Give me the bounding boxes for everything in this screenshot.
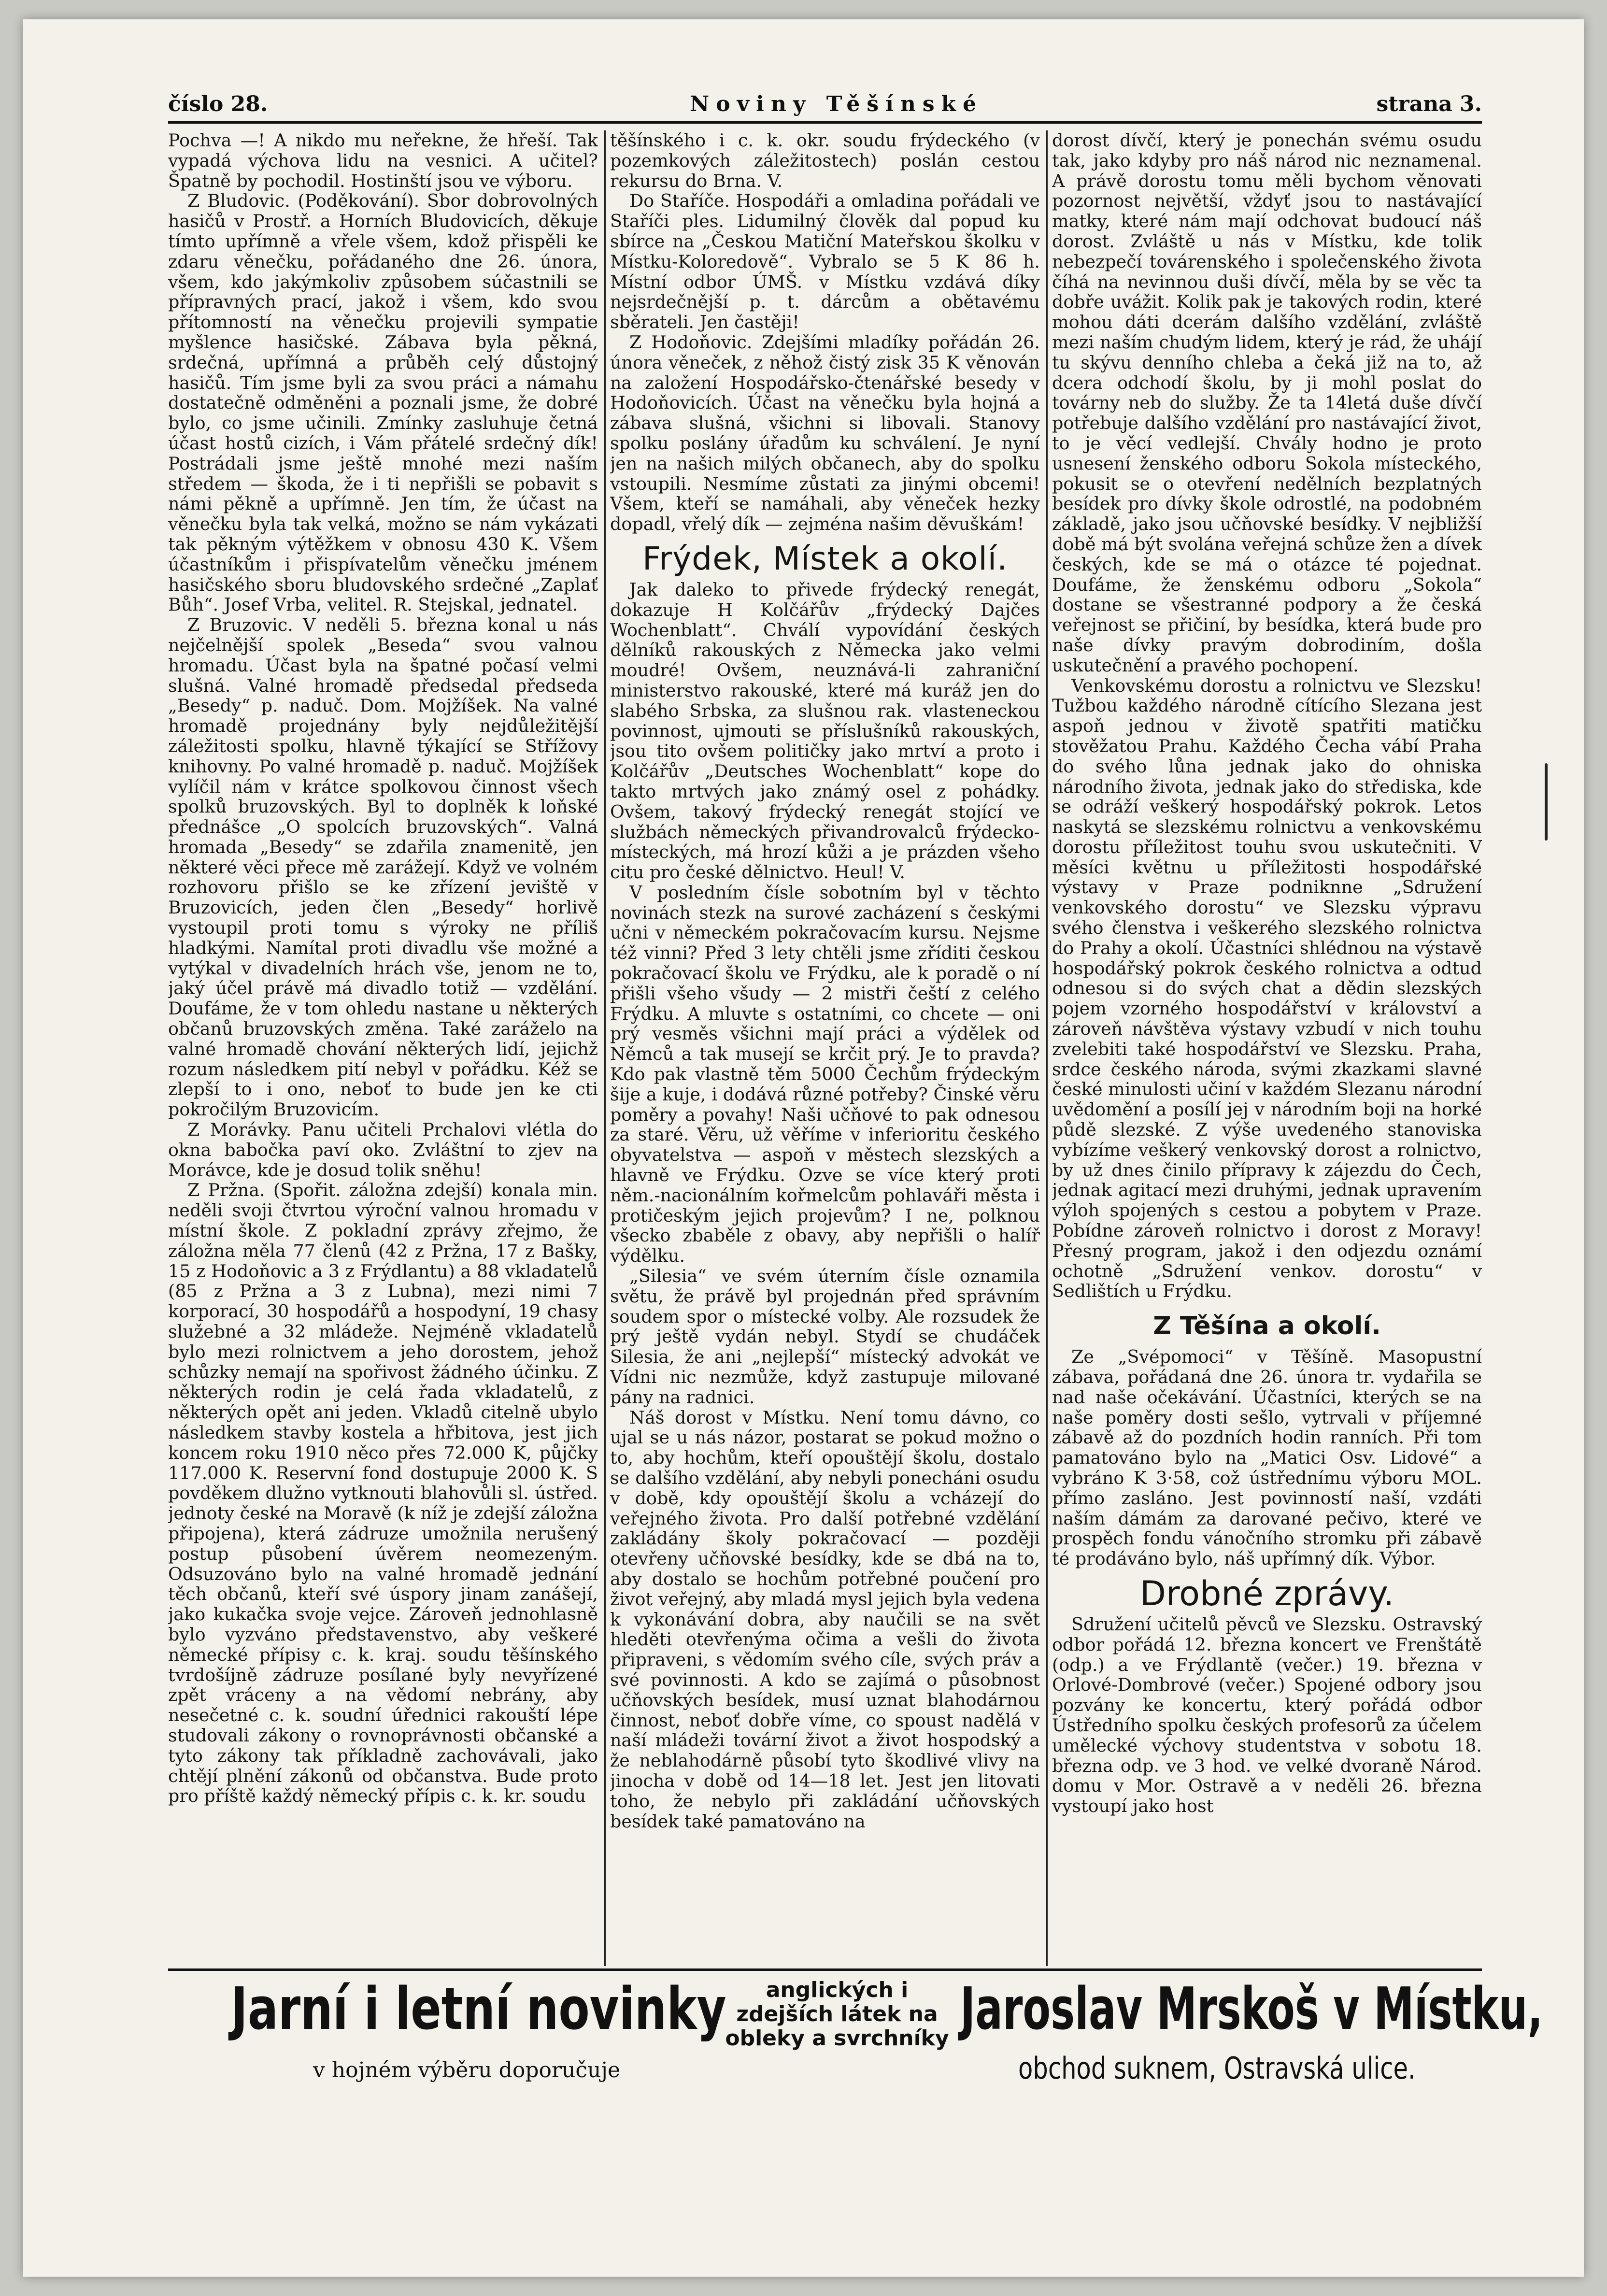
newspaper-page (23, 19, 1584, 2277)
article-paragraph: Náš dorost v Místku. Není tomu dávno, co ujal se u nás názor, postarat se pokud možno o to, aby hochům, kteří opouštějí školu, dostalo se dalšího vzdělání, aby nebyli ponecháni osudu v době, kdy opouštějí školu a vcházejí do veřejného života. Pro další potřebné vzdělání zakládány školy pokračovací — později otevřeny učňovské besídky, kde se dbá na to, aby dostalo se hochům potřebné poučení pro život veřejný, aby mladá mysl jejich byla vedena k vykonávání dobra, aby naučili se na svět hleděti otevřenýma očima a vešli do života připraveni, s vědomím svého cíle, svých práv a své povinnosti. A kdo se zajímá o působnost učňovských besídek, musí uznat blahodárnou činnost, neboť dobře víme, co spoust nadělá v naší mládeži tovární život a život hospodský a že neblahodárně působí tyto škodlivé vlivy na jinocha v době od 14—18 let. Jest jen litovati toho, že nebylo při zakládání učňovských besídek také pamatováno na (610, 1407, 1040, 1832)
advertisement (168, 1973, 1543, 2118)
article-paragraph: těšínského i c. k. okr. soudu frýdeckého (v pozemkových záležitostech) poslán cestou rekursu do Brna. V. (610, 130, 1040, 191)
article-paragraph: Z Pržna. (Spořit. záložna zdejší) konala min. neděli svoji čtvrtou výroční valnou hromadu v místní škole. Z pokladní zprávy zřejmo, že záložna měla 77 členů (42 z Pržna, 17 z Bašky, 15 z Hodoňovic a 3 z Frýdlantu) a 88 vkladatelů (85 z Pržna a 3 z Lubna), mezi nimi 7 korporací, 30 hospodářů a hospodyní, 19 chasy služebné a 32 mládeže. Nejméně vkladatelů bylo mezi rolnictvem a jeho dorostem, jehož schůzky nemají na spořivost žádného účinku. Z některých rodin je celá řada vkladatelů, z některých opět ani jeden. Vkladů citelně ubylo následkem stavby kostela a hřbitova, jest jich koncem roku 1910 něco přes 72.000 K, půjčky 117.000 K. Reservní fond dostupuje 2000 K. S povděkem dlužno vytknouti blahovůli sl. ústřed. jednoty české na Moravě (k níž je zdejší záložna připojena), která zádruze umožnila nerušený postup působení úvěrem neomezeným. Odsuzováno bylo na valné hromadě jednání těch občanů, kteří své úspory jinam zanášejí, jako kukačka svoje vejce. Zároveň jednohlasně bylo vyzváno představenstvo, aby veškeré německé přípisy c. k. kraj. soudu těšínského tvrdošíjně zádruze posílané byly nevyřízené zpět vráceny a na vědomí nebrány, aby nesečetné c. k. soudní úřednici rakouští lépe studovali zákony o rovnoprávnosti občanské a tyto zákony tak příkladně zachovávali, jako chtějí plnění zákonů od občanstva. Bude proto pro příště každý německý přípis c. k. kr. soudu (168, 1180, 598, 1807)
column-3 (1052, 130, 1482, 1966)
section-heading: Frýdek, Místek a okolí. (642, 540, 1008, 577)
article-paragraph: Z Bludovic. (Poděkování). Sbor dobrovolných hasičů v Prostř. a Horních Bludovicích, děkuje tímto upřímně a vřele všem, kdož přispěli ke zdaru věnečku, pořádaného dne 26. února, všem, kdo jakýmkoliv způsobem súčastnili se přípravných prací, jakož i všem, kdo svou přítomností na věnečku projevili sympatie myšlence hasičské. Zábava byla pěkná, srdečná, upřímná a průběh celý důstojný hasičů. Tím jsme byli za svou práci a námahu dostatečně odměněni a poznali jsme, že dobré bylo, co jsme učinili. Zmínky zasluhuje četná účast hostů cizích, i Vám přátelé srdečný dík! Postrádali jsme ještě mnohé mezi naším středem — škoda, že i ti nepřišli se pobavit s námi pěkně a upřímně. Jen tím, že účast na věnečku byla tak velká, možno se nám vykázati tak pěkným výtěžkem v obnosu 430 K. Všem účastníkům i přispívatelům věnečku jménem hasičského sboru bludovského srdečné „Zaplať Bůh“. Josef Vrba, velitel. R. Stejskal, jednatel. (168, 190, 598, 615)
ad-headline: Jarní i letní novinky (231, 1976, 726, 2043)
section-heading: Drobné zprávy. (1139, 1573, 1394, 1613)
column-divider (1046, 130, 1048, 1966)
article-paragraph: Do Staříče. Hospodáři a omladina pořádali ve Staříči ples. Lidumilný člověk dal popud ku sbírce na „Českou Matiční Mateřskou školku v Místku-Koloredově“. Vybralo se 5 K 86 h. Místní odbor ÚMŠ. v Místku vzdává díky nejsrdečnější p. t. dárcům a obětavému sběrateli. Jen častěji! (610, 190, 1040, 333)
column-2 (610, 130, 1040, 1966)
article-paragraph: Z Bruzovic. V neděli 5. března konal u nás nejčelnější spolek „Beseda“ svou valnou hromadu. Účast byla na špatné počasí velmi slušná. Valné hromadě předsedal předseda „Besedy“ p. naduč. Dom. Mojžíšek. Na valné hromadě projednány byly nejdůležitější záležitosti spolku, hlavně týkající se Střížovy knihovny. Po valné hromadě p. naduč. Mojžíšek vylíčil nám v krátce spolkovou činnost všech spolků bruzovských. Byl to doplněk k loňské přednášce „O spolcích bruzovských“. Valná hromada „Besedy“ se zdařila znamenitě, jen některé věci přece mě zarážejí. Když ve volném rozhovoru přišlo se ke zřízení jeviště v Bruzovicích, jeden člen „Besedy“ horlivě vystoupil proti tomu s výroky ne příliš hladkými. Namítal proti divadlu vše možné a vytýkal v divadelních hrách vše, jenom ne to, jaký účel právě má divadlo totiž — vzdělání. Doufáme, že v tom ohledu nastane u některých občanů bruzovských změna. Také zaráželo na valné hromadě chování některých lidí, jejichž rozum následkem pití nebyl v pořádku. Kéž se zlepší to i ono, neboť to bude jen ke cti pokročilým Bruzovicím. (168, 614, 598, 1120)
column-divider (604, 130, 606, 1966)
article-paragraph: Z Hodoňovic. Zdejšími mladíky pořádán 26. února věneček, z něhož čistý zisk 35 K věnován na založení Hospodářsko-čtenářské besedy v Hodoňovicích. Účast na věnečku byla hojná a zábava slušná, všichni si libovali. Stanovy spolku poslány úřadům ku schválení. Je nyní jen na našich milých občanech, aby do spolku vstoupili. Nesmíme zůstati za jinými obcemi! Všem, kteří se namáhali, aby věneček hezky dopadl, vřelý dík — zejména našim děvuškám! (610, 331, 1040, 535)
ad-merchant-name: Jaroslav Mrskoš v Místku, (960, 1976, 1543, 2043)
column-1 (168, 130, 598, 1966)
page-header (168, 77, 1482, 121)
article-paragraph: Jak daleko to přivede frýdecký renegát, dokazuje H Kolčářův „frýdecký Dajčes Wochenblatt“. Chválí vypovídání českých dělníků rakouských z Německa jako velmi moudré! Ovšem, neuznává-li zahraniční ministerstvo rakouské, které má kuráž jen do slabého Srbska, za slušnou rak. vlasteneckou povinnost, ujmouti se příslušníků rakouských, jsou tito ovšem političky jako mrtví a proto i Kolčářův „Deutsches Wochenblatt“ kope do takto mrtvých jako známý osel z pohádky. Ovšem, takový frýdecký renegát stojící ve službách německých přivandrovalců frýdecko-místeckých, má hrozí kůži a je prázden všeho citu pro české dělnictvo. Heul! V. (610, 579, 1040, 883)
section-heading: Z Těšína a okolí. (1153, 1312, 1381, 1341)
page-number: strana 3. (1376, 92, 1482, 116)
header-rule (168, 121, 1482, 124)
ad-middle-text: anglických i zdejších látek na obleky a svrchníky (725, 1978, 949, 2051)
ad-shop-address: obchod suknem, Ostravská ulice. (1018, 2051, 1416, 2086)
newspaper-title: Noviny Těšínské (690, 92, 983, 116)
article-paragraph: „Silesia“ ve svém úterním čísle oznamila světu, že právě byl projednán před správním soudem spor o místecké volby. Ale rozsudek že prý ještě vydán nebyl. Stydí se chudáček Silesia, že ani „nejlepší“ místecký advokát ve Vídni nic nezmůže, když zastupuje milované pány na radnici. (610, 1266, 1040, 1408)
issue-number: číslo 28. (168, 92, 268, 116)
ad-tagline: v hojném výběru doporučuje (313, 2058, 621, 2082)
article-paragraph: Z Morávky. Panu učiteli Prchalovi vlétla do okna babočka paví oko. Zvláštní to zjev na Morávce, kde je dosud tolik sněhu! (168, 1119, 598, 1181)
article-paragraph: Venkovskému dorostu a rolnictvu ve Slezsku! Tužbou každého národně cítícího Slezana jest aspoň jednou v životě spatřiti matičku stověžatou Prahu. Každého Čecha vábí Praha do svého lůna jednak jako do ohniska národního života, jednak jako do střediska, kde se odráží veškerý hospodářský pokrok. Letos naskytá se slezskému rolnictvu a venkovskému dorostu příležitost touhu svou uskutečniti. V měsíci květnu u příležitosti hospodářské výstavy v Praze podniknne „Sdružení venkovského dorostu“ ve Slezsku výpravu svého členstva i veškerého slezského rolnictva do Prahy a okolí. Účastníci shlédnou na výstavě hospodářský pokrok českého rolnictva a odtud odnesou si do svých chat a dědin slezských pojem vzorného hospodářství v království a zároveň návštěva výstavy vzbudí v nich touhu zvelebiti také hospodářství ve Slezsku. Praha, srdce českého národa, svými zkazkami slavné české minulosti učiní v každém Slezanu národní uvědomění a posílí jej v národním boji na horké půdě slezské. Z výše uvedeného stanoviska vybízíme veškerý venkovský dorost a rolnictvo, by už dnes činilo přípravy k zájezdu do Čech, jednak agitací mezi druhými, jednak upravením výloh spojených s cestou a pobytem v Praze. Pobídne zároveň rolnictvo i dorost z Moravy! Přesný program, jakož i den odjezdu oznámí ochotně „Sdružení venkov. dorostu“ v Sedlištích u Frýdku. (1052, 675, 1482, 1302)
article-paragraph: Ze „Svépomoci“ v Těšíně. Masopustní zábava, pořádaná dne 26. února tr. vydařila se nad naše očekávání. Účastníci, kterých se na naše poměry dosti sešlo, vytrvali v příjemné zábavě až do pozdních hodin ranních. Při tom pamatováno bylo na „Matici Osv. Lidové“ a vybráno K 3·58, což ústřednímu výboru MOL. přímo zasláno. Jest povinností naší, vzdáti naším dámám za darované pečivo, které ve prospěch fondu vánočního stromku při zábavě té prodáváno bylo, náš upřímný dík. Výbor. (1052, 1346, 1482, 1569)
advert-rule (168, 1968, 1482, 1971)
article-paragraph: Pochva —! A nikdo mu neřekne, že hřeší. Tak vypadá výchova lidu na vesnici. A učitel? Špatně by pochodil. Hostinští jsou ve výboru. (168, 130, 598, 191)
article-paragraph: dorost dívčí, který je ponechán svému osudu tak, jako kdyby pro náš národ nic neznamenal. A právě dorostu tomu měli bychom věnovati pozornost největší, vždyť jsou to nastávající matky, které nám mají odchovat budoucí náš dorost. Zvláště u nás v Místku, kde tolik nebezpečí továrenského i společenského života číhá na nevinnou duši dívčí, měla by se věc ta dobře uvážit. Kolik pak je takových rodin, které mohou dáti dcerám dalšího vzdělání, zvláště mezi naším chudým lidem, který je rád, že uhájí tu skývu denního chleba a čeká již na to, až dcera odchodí školu, by ji mohl poslat do továrny neb do služby. Že ta 14letá duše dívčí potřebuje dalšího vzdělání pro nastávající život, to je věcí vedlejší. Chvály hodno je proto usnesení ženského odboru Sokola místeckého, pokusit se o otevření nedělních bezplatných besídek pro dívky škole odrostlé, na podobném základě, jako jsou učňovské besídky. V nejbližší době má být svolána veřejná schůze žen a dívek českých, kde se má o otázce té pojednat. Doufáme, že ženskému odboru „Sokola“ dostane se všestranné podpory a že česká veřejnost se přičiní, by besídka, která bude pro naše dívky pravým dobrodiním, došla uskutečnění a pravého pochopení. (1052, 130, 1482, 676)
margin-mark (1545, 763, 1548, 841)
article-paragraph: V posledním čísle sobotním byl v těchto novinách stezk na surové zacházení s českými učni v německém pokračovacím kursu. Nejsme též vinni? Před 3 lety chtěli jsme zříditi českou pokračovací školu ve Frýdku, ale k poradě o ní přišli všeho všudy — 2 mistři čeští z celého Frýdku. A mluvte s ostatními, co chcete — oni prý vesměs všichni mají práci a výdělek od Němců a tak musejí se krčit prý. Je to pravda? Kdo pak vlastně těm 5000 Čechům frýdeckým šije a kuje, i dodává různé potřeby? Činské věru poměry a povahy! Naši učňové to pak odnesou za staré. Věru, už věříme v inferioritu českého obyvatelstva — aspoň v městech slezských a hlavně ve Frýdku. Ozve se více který proti něm.-nacionálním kořmelcům pohlaváři města i protičeským jejich projevům? I ne, polknou všecko zbaběle z obavy, aby nepřišli o halíř výdělku. (610, 882, 1040, 1267)
article-paragraph: Sdružení učitelů pěvců ve Slezsku. Ostravský odbor pořádá 12. března koncert ve Frenštátě (odp.) a ve Frýdlantě (večer.) 19. března v Orlové-Dombrové (večer.) Spojené odbory jsou pozvány ke koncertu, který pořádá odbor Ústředního spolku českých profesorů za účelem umělecké výchovy studentstva v sobotu 18. března odp. ve 3 hod. ve velké dvoraně Národ. domu v Mor. Ostravě a v neděli 26. března vystoupí jako host (1052, 1613, 1482, 1817)
